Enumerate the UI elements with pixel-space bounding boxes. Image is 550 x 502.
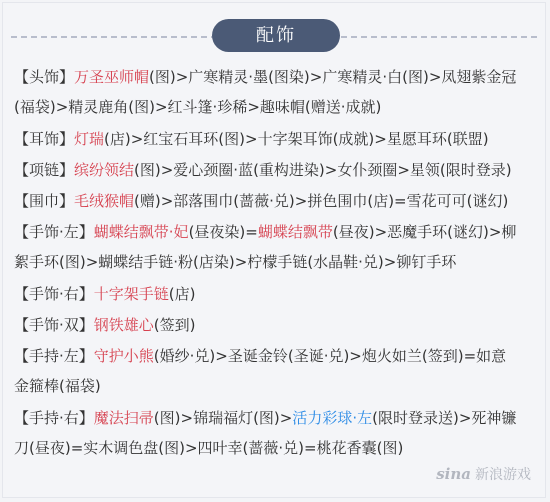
item-list: (店)>红宝石耳环(图)>十字架耳饰(成就)>星愿耳环(联盟) (104, 130, 489, 148)
item-list: (昼夜)>恶魔手环(谜幻)>柳 (332, 223, 517, 241)
row-hold-right-line-2 (14, 438, 403, 458)
row-label: 【手饰·右】 (14, 285, 94, 303)
featured-item: 灯瑞 (74, 130, 105, 148)
item-list: (昼夜染)= (188, 223, 258, 241)
featured-item: 万圣巫师帽 (74, 68, 150, 86)
row-label: 【围巾】 (14, 192, 75, 210)
row-hand-both (14, 315, 196, 335)
sina-watermark (436, 464, 531, 484)
featured-item: 守护小熊 (93, 347, 154, 365)
item-list: 絮手环(图)>蝴蝶结手链·粉(店染)>柠檬手链(水晶鞋·兑)>铆钉手环 (14, 253, 457, 271)
sina-logo-icon: sina (436, 465, 471, 483)
item-list: (图)>爱心颈圈·蓝(重构进染)>女仆颈圈>星领(限时登录) (134, 161, 512, 179)
row-scarf (14, 191, 508, 211)
row-hand-left-line-1 (14, 222, 516, 242)
row-ear (14, 129, 489, 149)
featured-item: 十字架手链 (93, 285, 169, 303)
item-list: 刀(昼夜)=实木调色盘(图)>四叶幸(蔷薇·兑)=桃花香囊(图) (14, 439, 404, 457)
item-list: (福袋)>精灵鹿角(图)>红斗篷·珍稀>趣味帽(赠送·成就) (14, 98, 382, 116)
item-list: (图)>锦瑞福灯(图)> (153, 409, 293, 427)
watermark-text: 新浪游戏 (475, 467, 531, 483)
item-list: (图)>广寒精灵·墨(图染)>广寒精灵·白(图)>凤翅紫金冠 (149, 68, 517, 86)
row-label: 【手持·右】 (14, 409, 94, 427)
row-head-line-2 (14, 97, 381, 117)
row-hold-left-line-1 (14, 346, 506, 366)
row-hold-right-line-1 (14, 408, 516, 428)
item-list: (签到) (153, 316, 196, 334)
section-title: 配饰 (256, 25, 296, 46)
row-label: 【项链】 (14, 161, 75, 179)
row-label: 【手饰·左】 (14, 223, 94, 241)
featured-item: 钢铁雄心 (93, 316, 154, 334)
item-list: (赠)>部落围巾(蔷薇·兑)>拼色围巾(店)=雪花可可(谜幻) (134, 192, 509, 210)
featured-item: 蝴蝶结飘带 (257, 223, 333, 241)
row-head-line-1 (14, 67, 516, 87)
featured-item: 魔法扫帚 (93, 409, 154, 427)
row-hold-left-line-2 (14, 376, 101, 396)
row-label: 【头饰】 (14, 68, 75, 86)
accessories-panel (2, 2, 546, 498)
item-list: (限时登录送)>死神镰 (372, 409, 517, 427)
row-hand-right (14, 284, 196, 304)
item-list: 金箍棒(福袋) (14, 377, 101, 395)
section-title-pill (212, 19, 340, 52)
item-list: (婚纱·兑)>圣诞金铃(圣诞·兑)>炮火如兰(签到)=如意 (153, 347, 507, 365)
row-neck (14, 160, 512, 180)
row-hand-left-line-2 (14, 252, 456, 272)
featured-item-blue: 活力彩球·左 (292, 409, 373, 427)
featured-item: 蝴蝶结飘带·妃 (93, 223, 189, 241)
row-label: 【手持·左】 (14, 347, 94, 365)
row-label: 【手饰·双】 (14, 316, 94, 334)
featured-item: 缤纷领结 (74, 161, 135, 179)
item-list: (店) (168, 285, 196, 303)
row-label: 【耳饰】 (14, 130, 75, 148)
featured-item: 毛绒猴帽 (74, 192, 135, 210)
